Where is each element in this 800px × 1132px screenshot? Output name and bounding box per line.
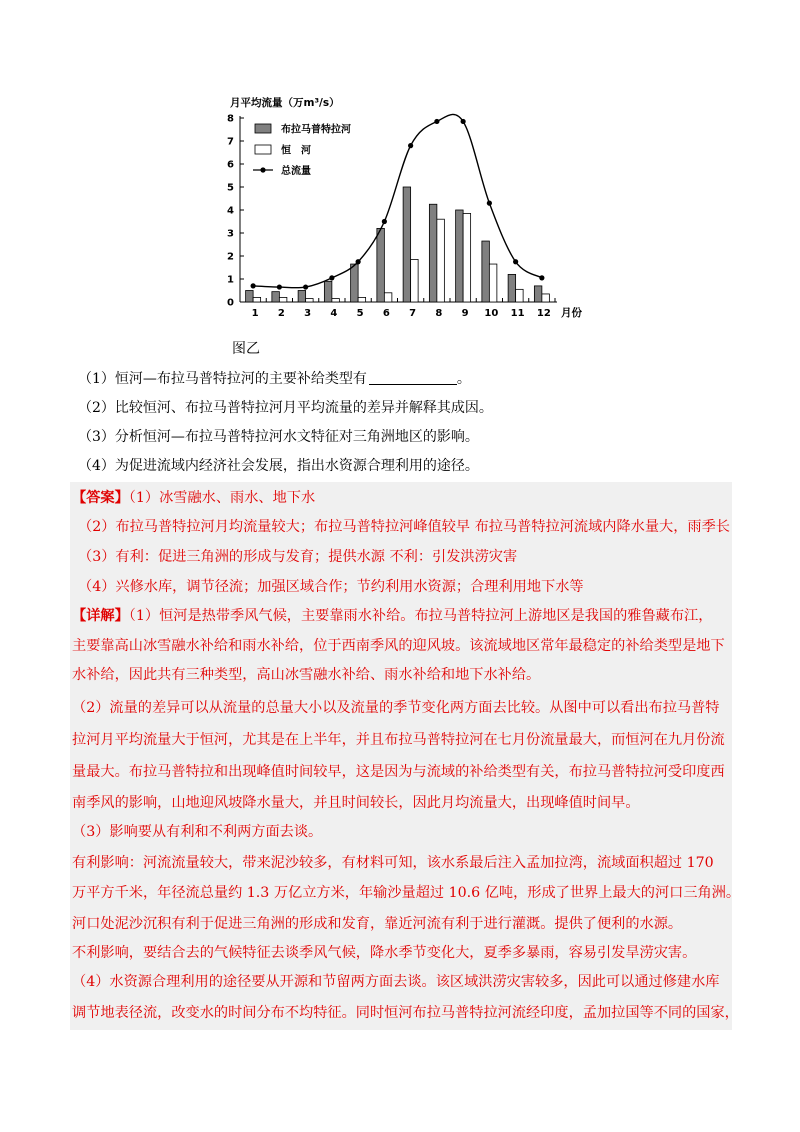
bar-brahmaputra xyxy=(429,204,437,302)
flow-chart-svg xyxy=(225,90,625,330)
detail-line-4: （2）流量的差异可以从流量的总量大小以及流量的季节变化两方面去比较。从图中可以看出布拉马普特 xyxy=(72,700,720,716)
bar-brahmaputra xyxy=(377,228,385,302)
question-2: （2）比较恒河、布拉马普特拉河月平均流量的差异并解释其成因。 xyxy=(78,400,493,416)
detail-line-7: 南季风的影响，山地迎风坡降水量大，并且时间较长，因此月均流量大，出现峰值时间早。 xyxy=(72,795,640,811)
y-axis-label: 月平均流量（万m³/s） xyxy=(230,97,340,109)
y-tick-label: 7 xyxy=(227,136,234,148)
answer-blank xyxy=(369,370,457,385)
bar-brahmaputra xyxy=(246,291,254,303)
x-tick-label: 9 xyxy=(461,308,469,319)
total-flow-point xyxy=(329,275,334,280)
y-tick-label: 8 xyxy=(227,113,234,125)
detail-line-1 xyxy=(72,605,712,625)
question-1-text: （1）恒河—布拉马普特拉河的主要补给类型有 xyxy=(78,371,367,387)
answer-line-1 xyxy=(72,487,315,507)
bar-ganges xyxy=(332,299,340,302)
answer-tag: 【答案】 xyxy=(72,490,129,506)
bar-brahmaputra xyxy=(298,291,306,303)
bar-brahmaputra xyxy=(351,264,359,302)
total-flow-line xyxy=(253,114,542,287)
total-flow-point xyxy=(408,143,413,148)
detail-line-5: 拉河月平均流量大于恒河，尤其是在上半年，并且布拉马普特拉河在七月份流量最大，而恒河在九月份流 xyxy=(72,732,725,748)
bar-brahmaputra xyxy=(508,274,516,302)
question-1 xyxy=(78,368,471,388)
total-flow-point xyxy=(539,275,544,280)
detail-line-14: 调节地表径流，改变水的时间分布不均特征。同时恒河布拉马普特拉河流经印度，孟加拉国等不同的国家， xyxy=(72,1005,739,1021)
y-tick-label: 1 xyxy=(227,274,234,286)
x-tick-label: 8 xyxy=(435,308,443,319)
bar-ganges xyxy=(358,297,366,302)
answer-4: （4）兴修水库，调节径流；加强区域合作；节约利用水资源；合理利用地下水等 xyxy=(78,579,584,595)
bar-brahmaputra xyxy=(534,286,542,302)
figure-caption: 图乙 xyxy=(232,341,260,357)
detail-tag: 【详解】 xyxy=(72,608,129,624)
detail-line-10: 万平方千米，年径流总量约 1.3 万亿立方米，年输沙量超过 10.6 亿吨，形成了世界上最大的河口三角洲。 xyxy=(72,885,741,901)
detail-line-13: （4）水资源合理利用的途径要从开源和节留两方面去谈。该区域洪涝灾害较多，因此可以通过修建水库 xyxy=(72,974,720,990)
chart-legend xyxy=(253,123,351,178)
y-tick-label: 3 xyxy=(227,228,234,240)
total-flow-point xyxy=(303,284,308,289)
bar-ganges xyxy=(384,293,392,302)
bar-ganges xyxy=(437,219,445,302)
bar-ganges xyxy=(279,297,287,302)
bar-ganges xyxy=(306,299,314,302)
question-3: （3）分析恒河—布拉马普特拉河水文特征对三角洲地区的影响。 xyxy=(78,429,479,445)
legend-label-ganges: 恒 河 xyxy=(281,145,311,157)
detail-line-6: 量最大。布拉马普特拉和出现峰值时间较早，这是因为与流域的补给类型有关，布拉马普特拉河受印度西 xyxy=(72,764,725,780)
legend-label-total: 总流量 xyxy=(281,166,311,177)
detail-line-2: 主要靠高山冰雪融水补给和雨水补给，位于西南季风的迎风坡。该流域地区常年最稳定的补给类型是地下 xyxy=(72,638,725,654)
total-flow-point xyxy=(434,119,439,124)
total-flow-point xyxy=(461,119,466,124)
chart-total-line xyxy=(251,114,545,289)
x-tick-label: 1 xyxy=(251,308,259,319)
x-tick-label: 7 xyxy=(409,308,417,319)
x-tick-label: 12 xyxy=(536,308,551,319)
answer-2: （2）布拉马普特拉河月均流量较大；布拉马普特拉河峰值较早 布拉马普特拉河流域内降水量大，雨季长 xyxy=(78,519,730,535)
total-flow-point xyxy=(356,259,361,264)
total-flow-point xyxy=(251,283,256,288)
chart-bars xyxy=(246,187,550,302)
bar-brahmaputra xyxy=(272,292,280,302)
bar-ganges xyxy=(489,264,497,302)
bar-brahmaputra xyxy=(482,241,490,302)
bar-brahmaputra xyxy=(403,187,411,302)
figure-chart xyxy=(225,90,625,330)
y-tick-label: 6 xyxy=(227,159,234,171)
total-flow-point xyxy=(277,284,282,289)
total-flow-point xyxy=(487,201,492,206)
legend-swatch-brahmaputra xyxy=(255,124,271,133)
y-tick-label: 0 xyxy=(227,297,234,309)
legend-point-total xyxy=(260,167,265,172)
bar-ganges xyxy=(411,259,419,302)
detail-line-3: 水补给，因此共有三种类型，高山冰雪融水补给、雨水补给和地下水补给。 xyxy=(72,667,541,683)
answer-3: （3）有利：促进三角洲的形成与发育；提供水源 不利：引发洪涝灾害 xyxy=(78,549,518,565)
bar-brahmaputra xyxy=(324,281,332,302)
x-tick-label: 3 xyxy=(304,308,312,319)
y-tick-label: 4 xyxy=(227,205,234,217)
x-tick-label: 11 xyxy=(510,308,525,319)
bar-ganges xyxy=(463,213,471,302)
total-flow-point xyxy=(513,259,518,264)
y-tick-label: 5 xyxy=(227,182,234,194)
legend-label-brahmaputra: 布拉马普特拉河 xyxy=(281,124,351,136)
bar-ganges xyxy=(253,297,261,302)
bar-ganges xyxy=(516,289,524,302)
detail-line-9: 有利影响：河流流量较大，带来泥沙较多，有材料可知，该水系最后注入孟加拉湾，流域面积超过 170 xyxy=(72,855,714,871)
detail-text: （1）恒河是热带季风气候，主要靠雨水补给。布拉马普特拉河上游地区是我国的雅鲁藏布江， xyxy=(128,608,713,624)
question-4: （4）为促进流域内经济社会发展，指出水资源合理利用的途径。 xyxy=(78,458,479,474)
question-1-end: 。 xyxy=(456,371,471,387)
y-tick-label: 2 xyxy=(227,251,234,263)
detail-line-11: 河口处泥沙沉积有利于促进三角洲的形成和发育，靠近河流有利于进行灌溉。提供了便利的水源。 xyxy=(72,916,683,932)
x-tick-label: 10 xyxy=(484,308,499,319)
legend-swatch-ganges xyxy=(255,145,271,154)
detail-line-8: （3）影响要从有利和不利两方面去谈。 xyxy=(72,824,323,840)
answer-1: （1）冰雪融水、雨水、地下水 xyxy=(128,490,316,506)
total-flow-point xyxy=(382,219,387,224)
x-tick-label: 6 xyxy=(382,308,390,319)
x-axis-label: 月份 xyxy=(561,307,582,319)
x-tick-label: 5 xyxy=(356,308,364,319)
bar-ganges xyxy=(542,294,550,302)
x-tick-label: 2 xyxy=(277,308,285,319)
bar-brahmaputra xyxy=(456,210,464,302)
detail-line-12: 不利影响，要结合去的气候特征去谈季风气候，降水季节变化大，夏季多暴雨，容易引发旱涝灾害。 xyxy=(72,945,697,961)
x-tick-label: 4 xyxy=(330,308,338,319)
